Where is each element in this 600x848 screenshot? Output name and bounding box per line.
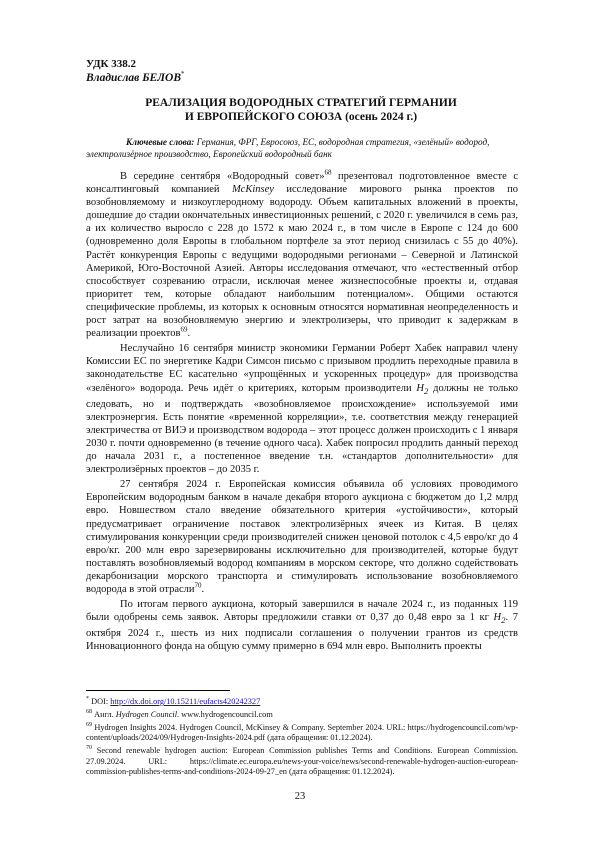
keywords-block [86,137,518,160]
h2-subscript: 2 [501,615,506,626]
fn68-text-a: Англ. [92,709,116,719]
p2-text-b: должны не только следовать, но и подтверждать «возобновляемое происхождение» используемой ими электроэнергия. Есть понятие «временной корреляции», т.е. соответствия между генерацией электричества от ВИЭ и производством водорода – этот процесс должен происходить с 1 января 2030 г. почти одновременно (в течение одного часа). Хабек попросил продлить данный переход до начала 2031 г., а постепенное введение т.н. «стандартов дополнительности» для электролизёрных проектов – до 2035 г. [86,382,519,476]
fn69-text: Hydrogen Insights 2024. Hydrogen Council, McKinsey & Company. September 2024. URL: https://hydrogencouncil.com/wp-content/uploads/2024/09/Hydrogen-Insights-2024.pdf (дата обращения: 01.12.2024). [86,722,518,743]
h2-symbol [416,383,428,394]
author-line [86,70,185,84]
footnote-70 [86,743,518,777]
p3-text-b: . [201,584,205,595]
article-body [86,170,518,656]
footnote-doi [86,694,518,707]
p4-text-b: . 7 октября 2024 г., шесть из них подписали соглашения о получении грантов из средств Инновационного фонда на общую сумму примерно в 694 млн евро. Выполнить проекты [86,612,518,653]
footnote-ref-69[interactable]: 69 [180,325,188,334]
page-number: 23 [294,791,306,802]
h2-letter: H [416,382,424,394]
h2-letter: H [493,612,502,624]
article-title [86,96,516,124]
udk-code: УДК 338.2 [86,58,137,70]
footnote-ref-70[interactable]: 70 [194,581,202,590]
p1-text-b: презентовал подготовленное вместе с консалтинговый компанией [86,171,519,196]
p3-text-a: 27 сентября 2024 г. Европейская комиссия объявила об условиях проводимого Европейским водородным банком в начале декабря второго аукциона с бюджетом до 1,2 млрд евро. Новшеством стало введение обязательного критерия «устойчивости», который предусматривает ограничение поставок электролизёрных ячеек из Китая. В целях стимулирования конкуренции среди производителей снижен ценовой потолок с 4,5 евро/кг до 4 евро/кг. 200 млн евро зарезервированы исключительно для производителей, которые будут поставлять возобновляемый водород компаниям в морском секторе, что должно содействовать декарбонизации морского транспорта и стимулировать использование возобновляемого водорода в этой отрасли [86,479,518,595]
p1-text-c: исследование мирового рынка проектов по возобновляемому и низкоуглеродному водороду. Объем капитальных вложений в проекты, дошедшие до стадии окончательных инвестиционных решений, с 2020 г. увеличился в семь раз, а их количество выросло с 228 до 1572 к маю 2024 г., в том числе в Европе с 124 до 600 (одновременно доля Европы в глобальном портфеле за этот период снизилась с 55 до 40%). Растёт конкуренция Европы с ведущими водородными регионами – Северной и Латинской Америкой, Юго-Восточной Азией. Авторы исследования отмечают, что «естественный отбор способствует созреванию отрасли, исключая менее жизнеспособные проекты и, отдавая приоритет тем, которые обладают наибольшим потенциалом». Общими остаются специфические проблемы, из которых к основным относятся нормативная неопределенность и рост затрат на возобновляемую энергию и электролизеры, что приводит к задержкам в реализации проектов [86,184,518,340]
footnote-69 [86,720,518,743]
author-footnote-mark[interactable]: * [181,70,185,78]
fn68-text-b: . www.hydrogencouncil.com [177,709,273,719]
company-name: McKinsey [231,184,274,196]
doi-link[interactable]: http://dx.doi.org/10.15211/eufacts420242327 [110,696,261,706]
paragraph-4 [86,598,518,653]
footnote-ref-68[interactable]: 68 [324,168,332,177]
h2-subscript: 2 [423,385,429,396]
footnote-mark: 69 [86,722,92,729]
fn70-text: Second renewable hydrogen auction: European Commission publishes Terms and Conditions. European Commission. 27.09.2024. URL: https://climate.ec.europa.eu/news-your-voice/news/second-renewable-hydrogen-auction-european-commission-publishes-terms-and-conditions-2024-09-27_en (дата обращения: 01.12.2024). [86,746,518,776]
keywords-text: Германия, ФРГ, Евросоюз, ЕС, водородная стратегия, «зелёный» водород, электролизёрное производство, Европейский водородный банк [86,137,490,159]
title-line-2: И ЕВРОПЕЙСКОГО СОЮЗА (осень 2024 г.) [184,111,418,123]
p1-text-d: . [187,328,191,340]
footnote-mark: * [86,696,89,702]
footnote-68 [86,707,518,720]
footnotes [86,694,518,777]
author-name: Владислав БЕЛОВ [86,71,182,84]
footnote-mark: 68 [86,709,92,716]
paragraph-2 [86,342,518,476]
fn68-name: Hydrogen Council [115,709,177,719]
p4-text-a: По итогам первого аукциона, который завершился в начале 2024 г., из поданных 119 были одобрены семь заявок. Авторы предложили ставки от 0,37 до 0,48 евро за 1 кг [86,599,518,624]
p1-text-a: В середине сентября «Водородный совет» [120,171,325,182]
title-line-1: РЕАЛИЗАЦИЯ ВОДОРОДНЫХ СТРАТЕГИЙ ГЕРМАНИИ [145,97,457,109]
footnote-mark: 70 [86,745,92,752]
paragraph-1 [86,170,518,340]
footnote-separator [86,690,230,691]
keywords-label: Ключевые слова: [126,137,195,147]
doi-label: DOI: [89,696,111,706]
p2-text-a: Неслучайно 16 сентября министр экономики Германии Роберт Хабек направил члену Комиссии ЕС по энергетике Кадри Симсон письмо с призывом продлить переходные правила в законодательстве ЕС касательно «упрощённых и ускоренных процедур» для производства «зелёного» водорода. Речь идёт о критериях, которым производители [86,343,518,394]
paragraph-3 [86,478,518,596]
h2-symbol [493,612,506,626]
